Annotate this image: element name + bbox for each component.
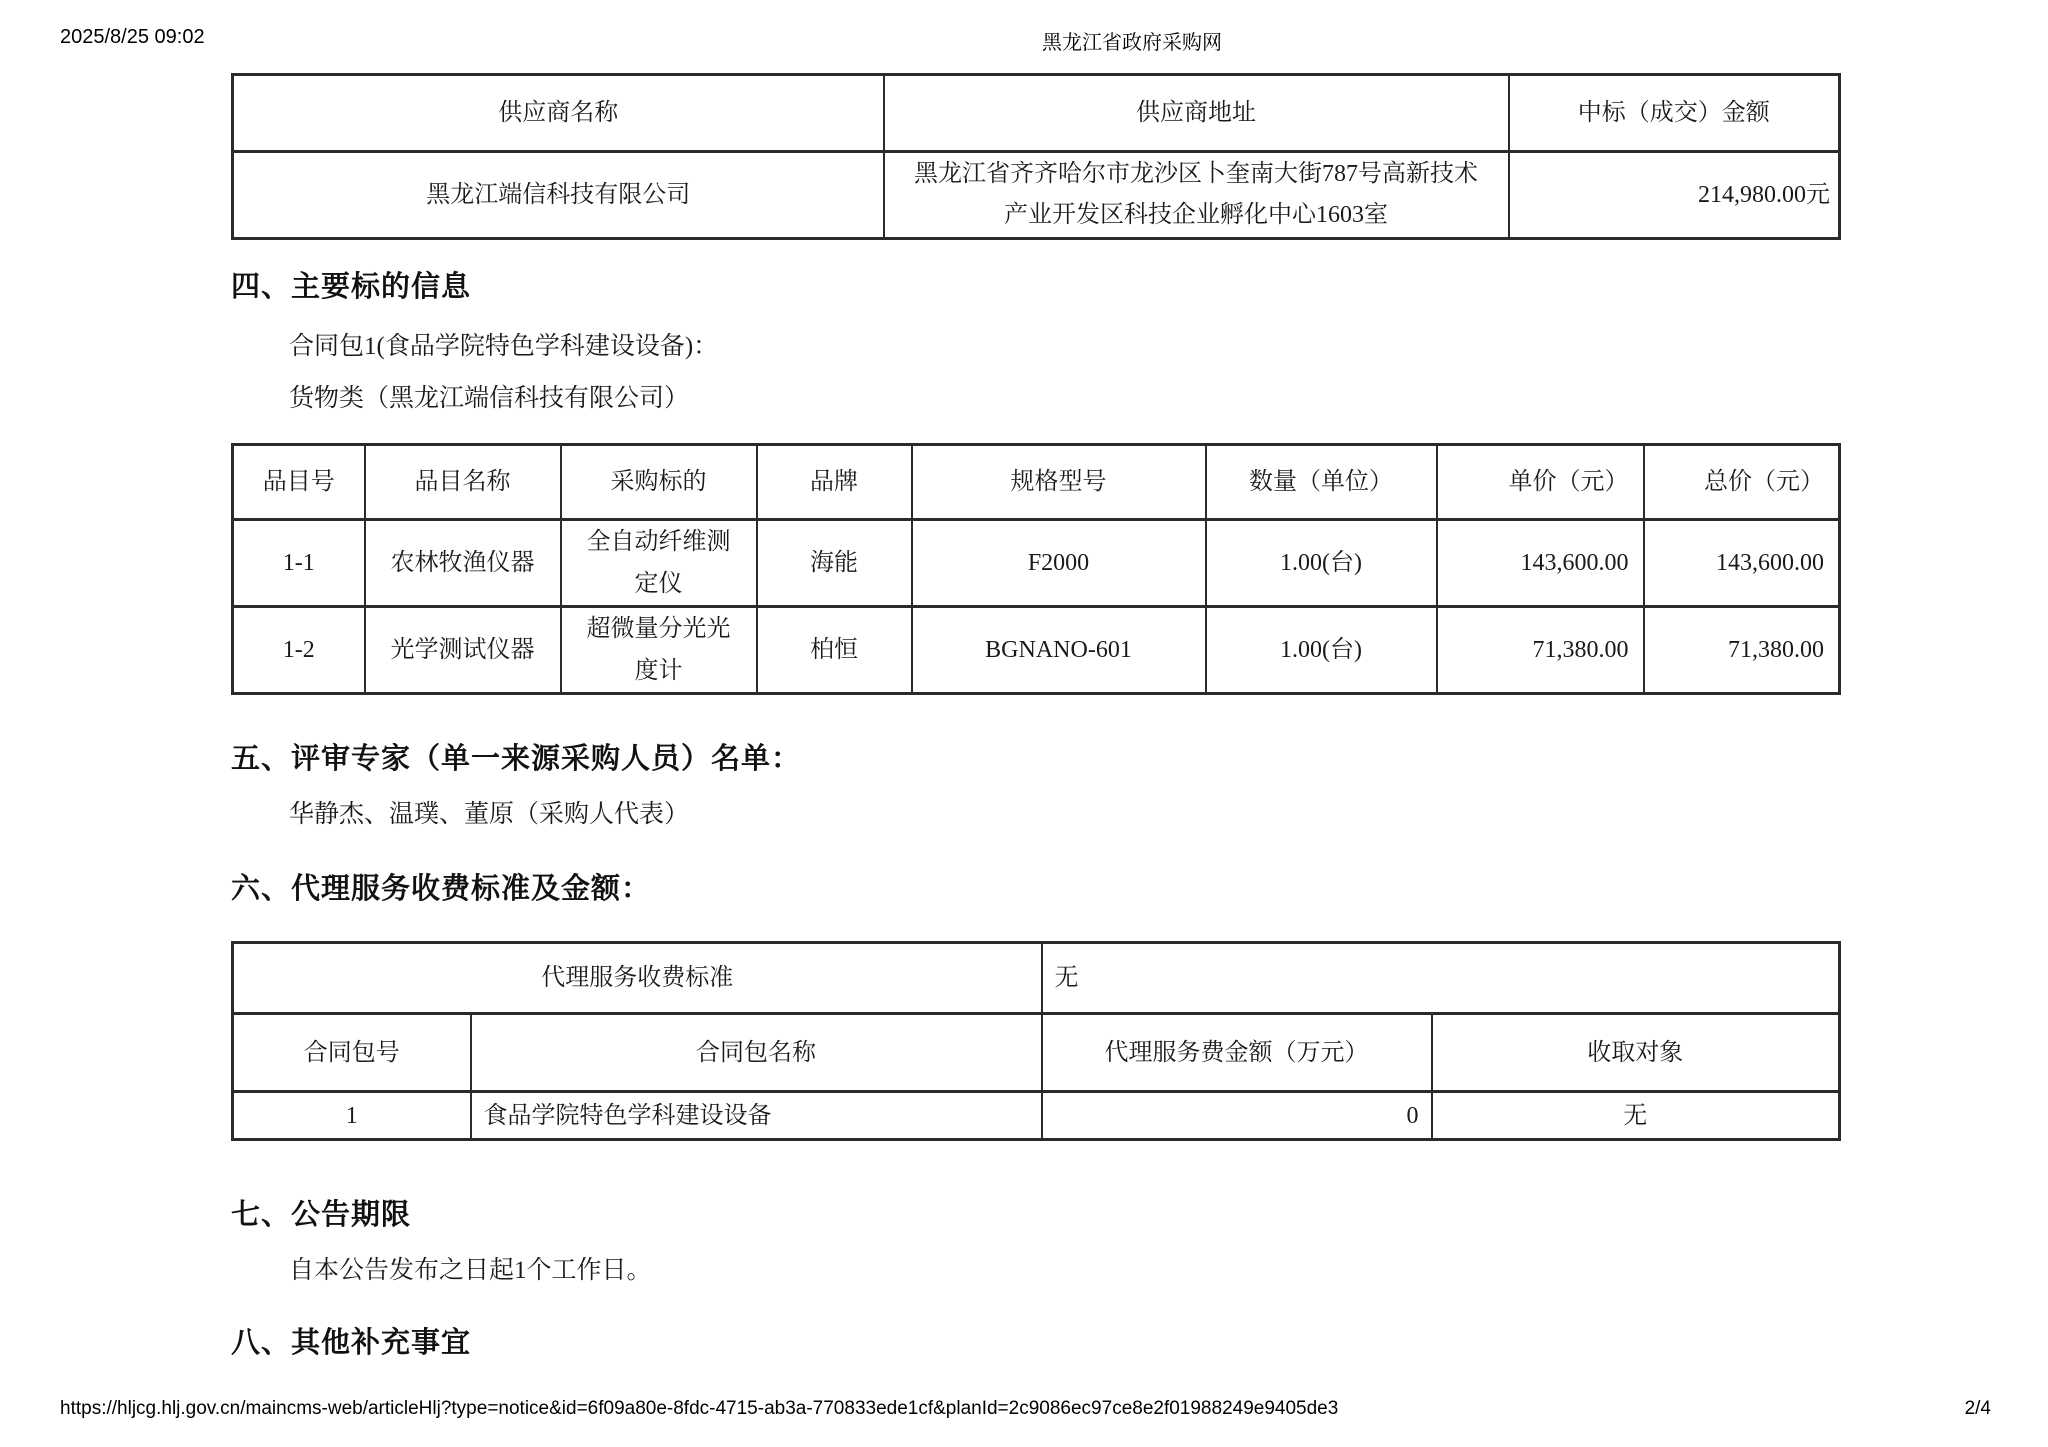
agency-table-row (233, 1092, 1840, 1140)
agency-table-header-row (233, 1014, 1840, 1092)
brand-header: 品牌 (757, 445, 912, 520)
unit-price-cell: 71,380.00 (1437, 607, 1644, 694)
item-name-cell: 光学测试仪器 (365, 607, 561, 694)
footer-page-number: 2/4 (1964, 1398, 1991, 1419)
package-name-header: 合同包名称 (471, 1014, 1042, 1092)
award-amount-header: 中标（成交）金额 (1509, 75, 1840, 152)
supplier-name-header: 供应商名称 (233, 75, 884, 152)
package-name-cell: 食品学院特色学科建设设备 (471, 1092, 1042, 1140)
total-price-cell: 71,380.00 (1644, 607, 1840, 694)
item-name-header: 品目名称 (365, 445, 561, 520)
supplier-name-cell: 黑龙江端信科技有限公司 (233, 152, 884, 239)
supplier-address-cell: 黑龙江省齐齐哈尔市龙沙区卜奎南大街787号高新技术产业开发区科技企业孵化中心1603室 (884, 152, 1509, 239)
print-datetime: 2025/8/25 09:02 (60, 26, 205, 48)
agency-standard-label: 代理服务收费标准 (233, 943, 1042, 1014)
item-no-header: 品目号 (233, 445, 365, 520)
print-title: 黑龙江省政府采购网 (1042, 32, 1222, 54)
items-table (231, 443, 1841, 695)
agency-standard-row (233, 943, 1840, 1014)
procurement-target-cell: 超微量分光光度计 (561, 607, 757, 694)
model-cell: F2000 (912, 520, 1206, 607)
quantity-cell: 1.00(台) (1206, 607, 1437, 694)
item-name-cell: 农林牧渔仪器 (365, 520, 561, 607)
model-cell: BGNANO-601 (912, 607, 1206, 694)
section-8-heading: 八、其他补充事宜 (231, 1327, 472, 1359)
section-6-heading: 六、代理服务收费标准及金额： (231, 873, 652, 905)
item-no-cell: 1-1 (233, 520, 365, 607)
fee-payer-cell: 无 (1432, 1092, 1840, 1140)
brand-cell: 柏恒 (757, 607, 912, 694)
supplier-table (231, 73, 1841, 240)
procurement-target-cell: 全自动纤维测定仪 (561, 520, 757, 607)
total-price-header: 总价（元） (1644, 445, 1840, 520)
quantity-header: 数量（单位） (1206, 445, 1437, 520)
package-no-cell: 1 (233, 1092, 471, 1140)
procurement-target-header: 采购标的 (561, 445, 757, 520)
announcement-period-line: 自本公告发布之日起1个工作日。 (289, 1257, 652, 1284)
footer-url: https://hljcg.hlj.gov.cn/maincms-web/articleHlj?type=notice&id=6f09a80e-8fdc-4715-ab3a-770833ede1cf&planId=2c9086ec97ce8e2f01988249e9405de3 (60, 1398, 1339, 1419)
items-table-row (233, 520, 1840, 607)
contract-package-line: 合同包1(食品学院特色学科建设设备)： (289, 333, 719, 360)
agency-fee-cell: 0 (1042, 1092, 1432, 1140)
brand-cell: 海能 (757, 520, 912, 607)
model-header: 规格型号 (912, 445, 1206, 520)
expert-names-line: 华静杰、温璞、董原（采购人代表） (289, 801, 690, 828)
items-table-header-row (233, 445, 1840, 520)
award-amount-cell: 214,980.00元 (1509, 152, 1840, 239)
unit-price-header: 单价（元） (1437, 445, 1644, 520)
item-no-cell: 1-2 (233, 607, 365, 694)
supplier-table-row (233, 152, 1840, 239)
section-4-heading: 四、主要标的信息 (231, 271, 472, 303)
goods-type-line: 货物类（黑龙江端信科技有限公司） (289, 385, 690, 412)
section-5-heading: 五、评审专家（单一来源采购人员）名单： (231, 743, 802, 775)
supplier-address-header: 供应商地址 (884, 75, 1509, 152)
agency-fee-header: 代理服务费金额（万元） (1042, 1014, 1432, 1092)
unit-price-cell: 143,600.00 (1437, 520, 1644, 607)
package-no-header: 合同包号 (233, 1014, 471, 1092)
total-price-cell: 143,600.00 (1644, 520, 1840, 607)
agency-standard-value: 无 (1042, 943, 1840, 1014)
supplier-table-header-row (233, 75, 1840, 152)
agency-fee-table (231, 941, 1841, 1141)
quantity-cell: 1.00(台) (1206, 520, 1437, 607)
fee-payer-header: 收取对象 (1432, 1014, 1840, 1092)
items-table-row (233, 607, 1840, 694)
section-7-heading: 七、公告期限 (231, 1199, 412, 1231)
